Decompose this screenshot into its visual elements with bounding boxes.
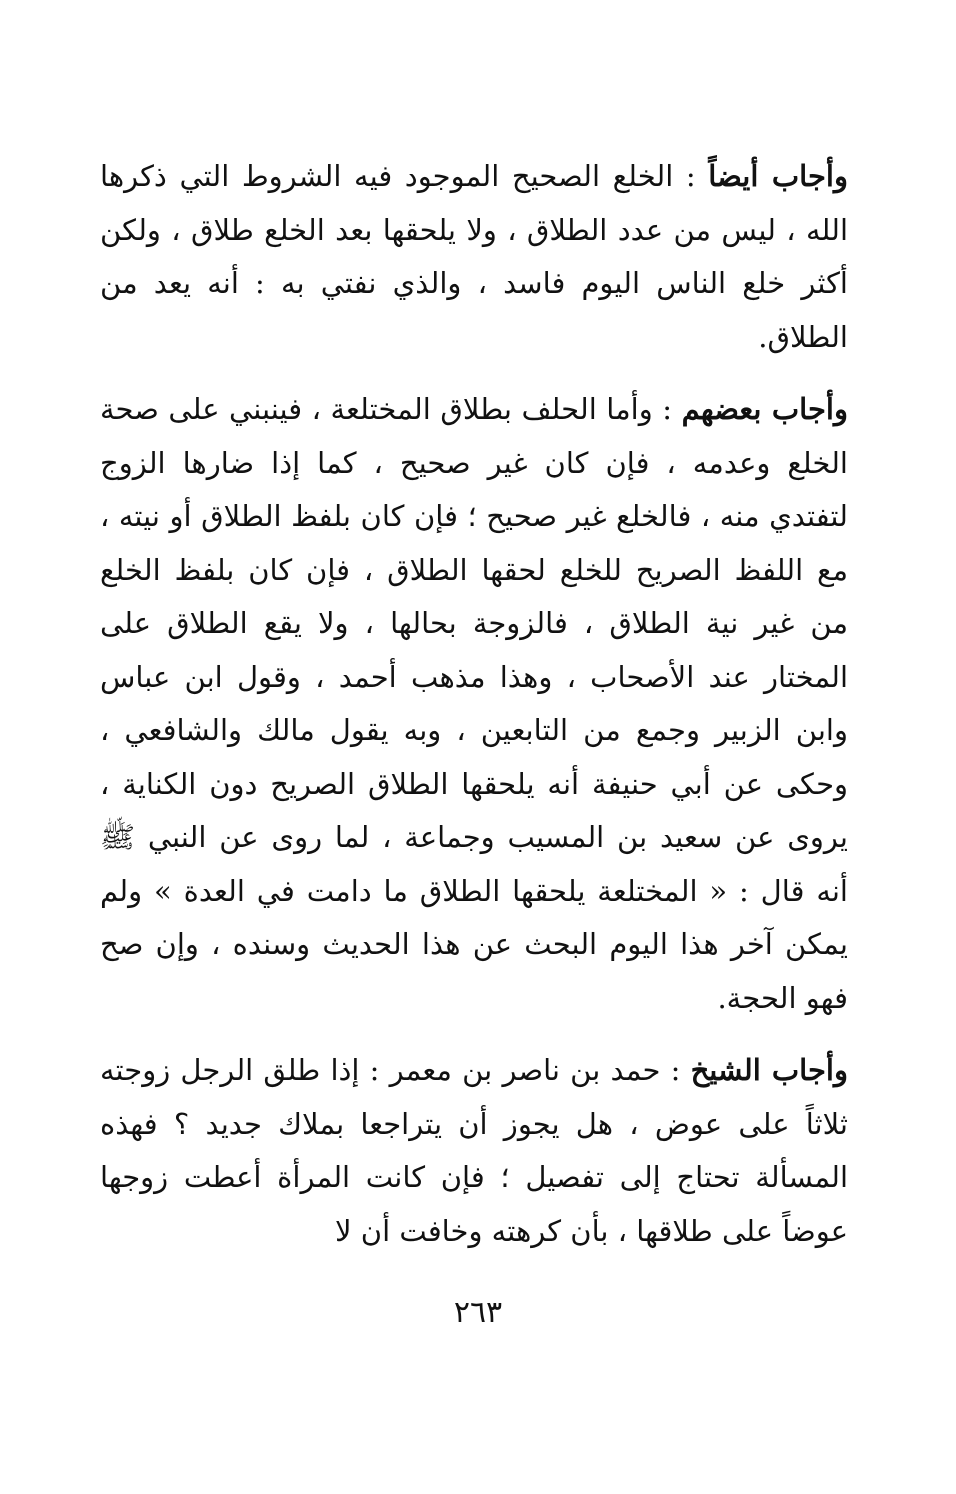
paragraph-3-lead: وأجاب الشيخ: [690, 1053, 848, 1087]
paragraph-1-text: : الخلع الصحيح الموجود فيه الشروط التي ذكرها الله ، ليس من عدد الطلاق ، ولا يلحقها بعد الخلع طلاق ، ولكن أكثر خلع الناس اليوم فاسد ، والذي نفتي به : أنه يعد من الطلاق.: [100, 159, 848, 354]
paragraph-1-lead: وأجاب أيضاً: [708, 159, 848, 193]
paragraph-1: [100, 150, 848, 364]
paragraph-2: [100, 383, 848, 1025]
paragraph-3-text: : حمد بن ناصر بن معمر : إذا طلق الرجل زوجته ثلاثاً على عوض ، هل يجوز أن يتراجعا بملاك جديد ؟ فهذه المسألة تحتاج إلى تفصيل ؛ فإن كانت المرأة أعطت زوجها عوضاً على طلاقها ، بأن كرهته وخافت أن لا: [100, 1053, 848, 1248]
paragraph-2-lead: وأجاب بعضهم: [681, 392, 848, 426]
page-number: ٢٦٣: [453, 1295, 503, 1330]
page-body: [100, 150, 848, 1258]
paragraph-2-text: : وأما الحلف بطلاق المختلعة ، فينبني على صحة الخلع وعدمه ، فإن كان غير صحيح ، كما إذا ضارها الزوج لتفتدي منه ، فالخلع غير صحيح ؛ فإن كان بلفظ الطلاق أو نيته ، مع اللفظ الصريح للخلع لحقها الطلاق ، فإن كان بلفظ الخلع من غير نية الطلاق ، فالزوجة بحالها ، ولا يقع الطلاق على المختار عند الأصحاب ، وهذا مذهب أحمد ، وقول ابن عباس وابن الزبير وجمع من التابعين ، وبه يقول مالك والشافعي ، وحكى عن أبي حنيفة أنه يلحقها الطلاق الصريح دون الكناية ، يروى عن سعيد بن المسيب وجماعة ، لما روى عن النبي ﷺ أنه قال : « المختلعة يلحقها الطلاق ما دامت في العدة » ولم يمكن آخر هذا اليوم البحث عن هذا الحديث وسنده ، وإن صح فهو الحجة.: [100, 392, 849, 1015]
paragraph-3: [100, 1044, 848, 1258]
